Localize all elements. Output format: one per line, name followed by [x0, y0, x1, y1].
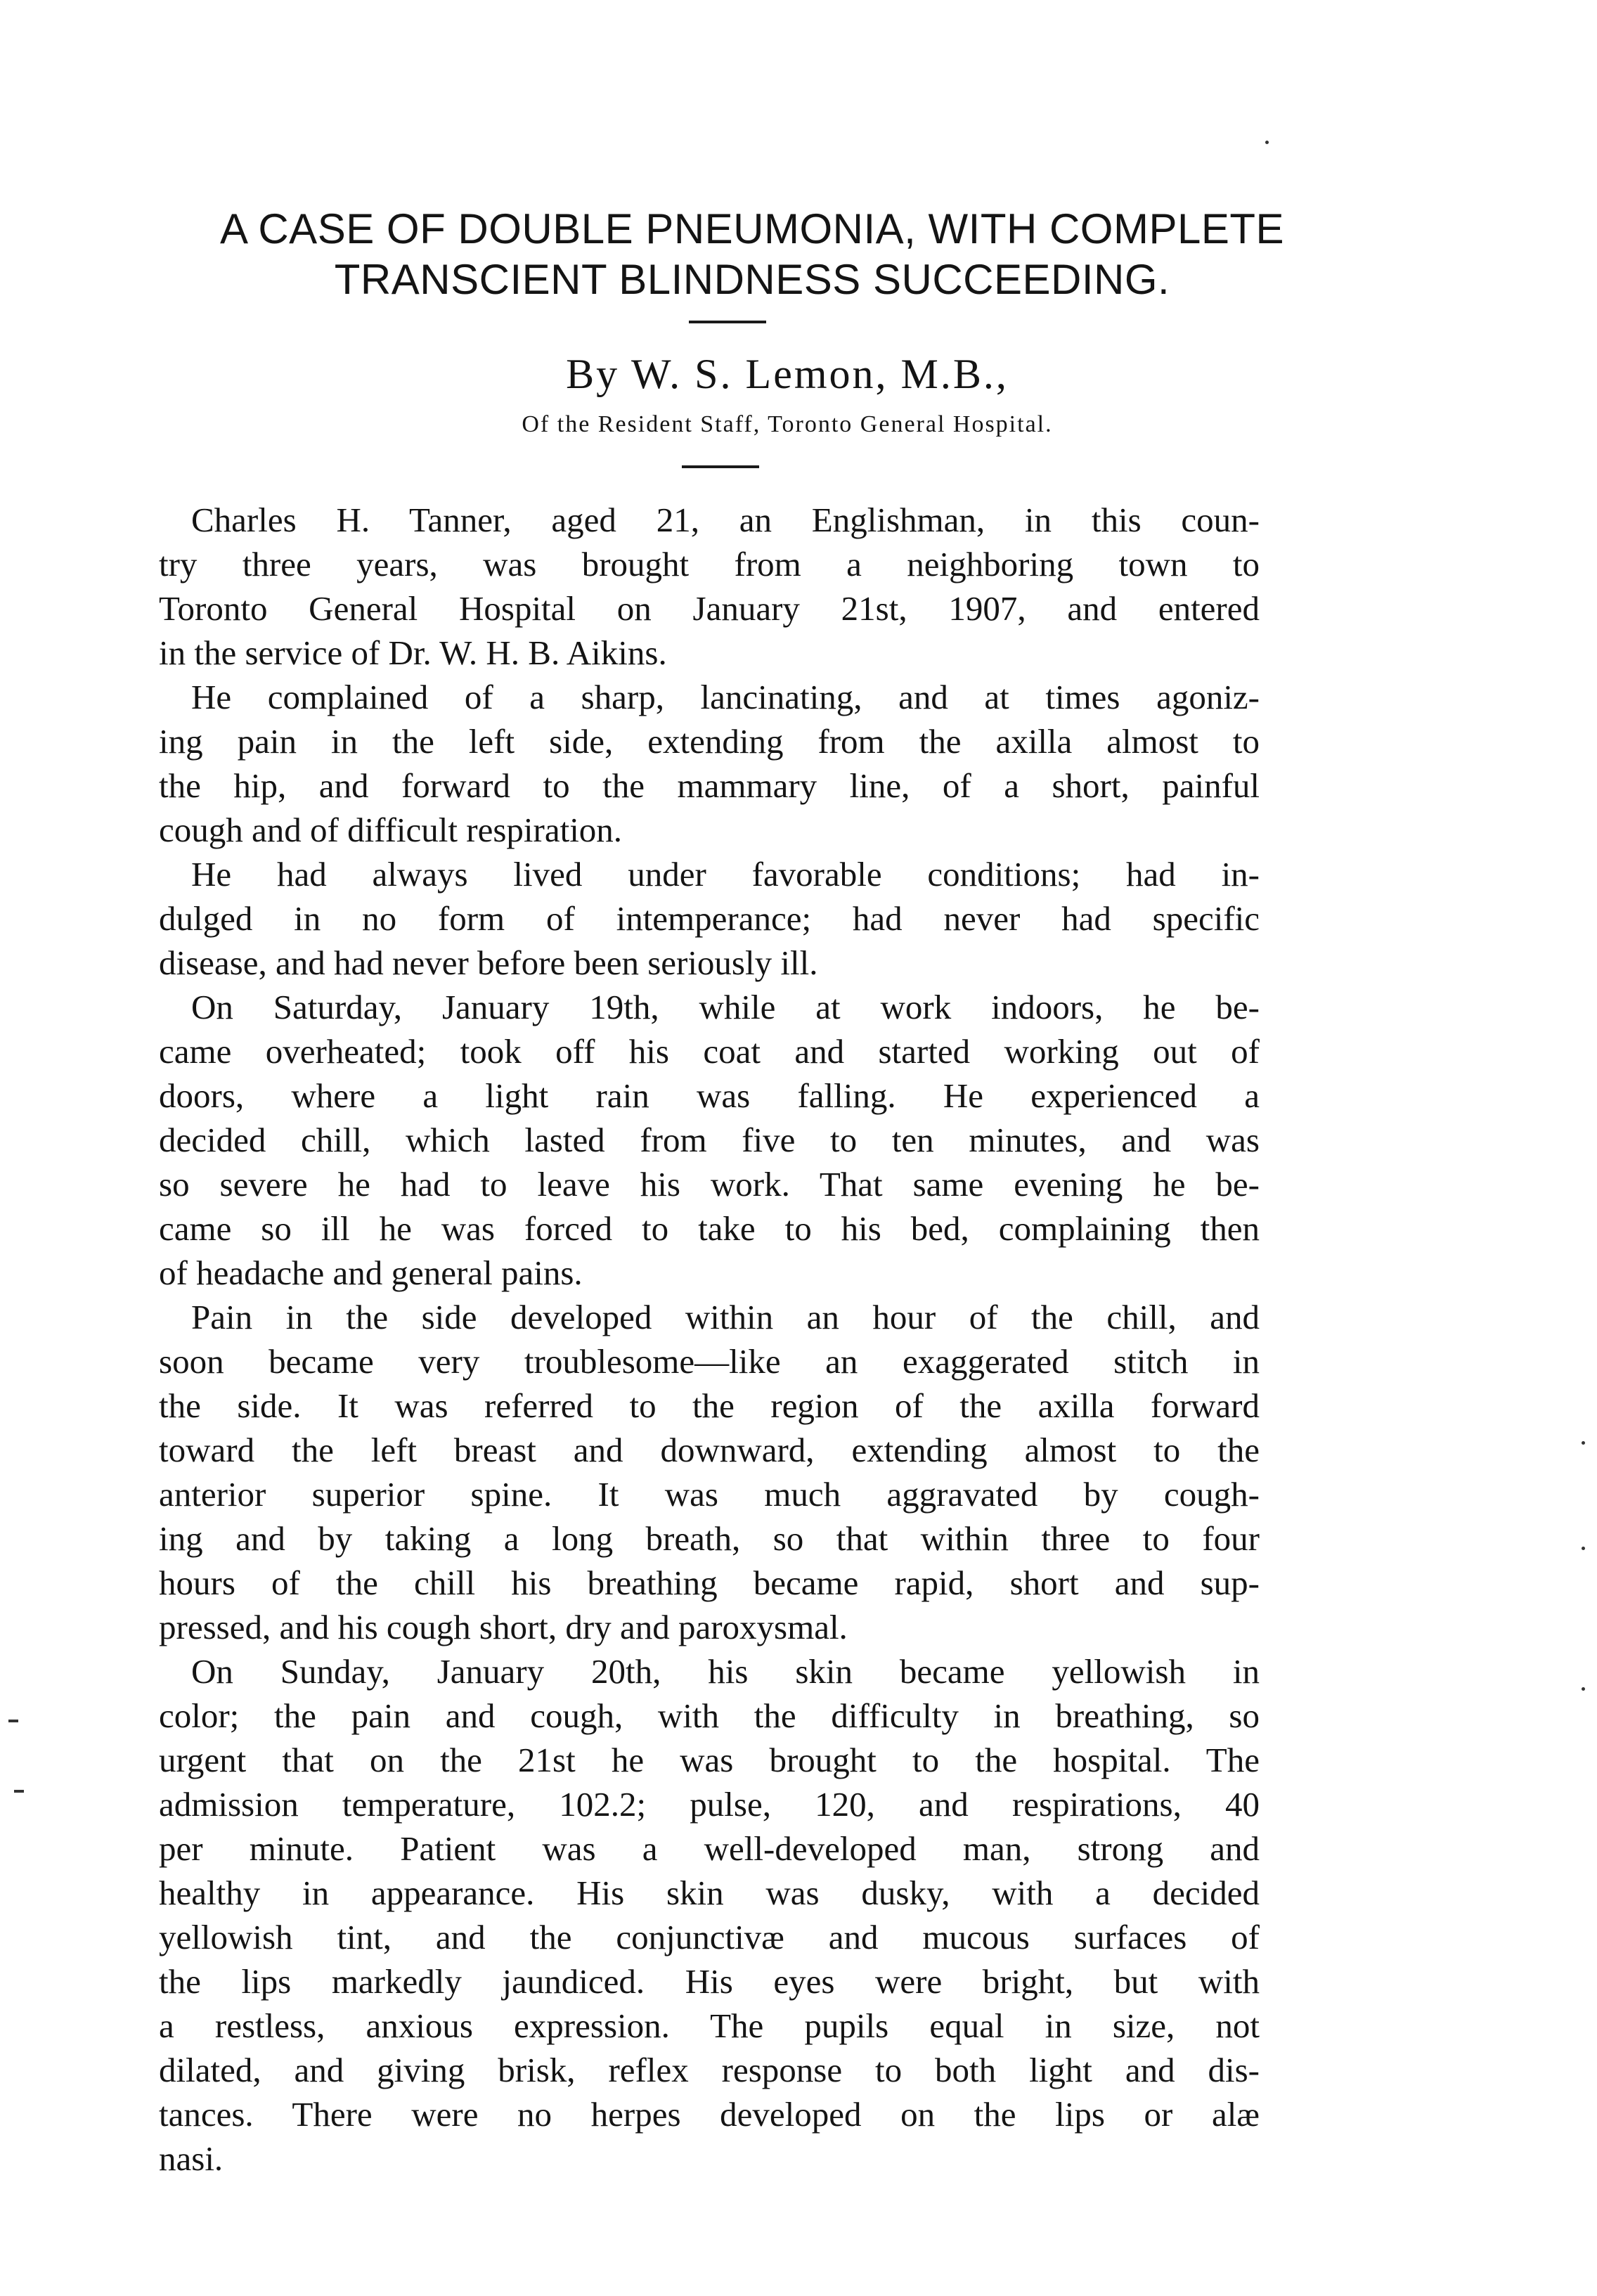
body-line: the side. It was referred to the region of the axilla forward	[159, 1386, 1260, 1425]
margin-mark	[14, 1790, 24, 1793]
body-line: He complained of a sharp, lancinating, and at times agoniz-	[191, 678, 1260, 716]
body-line: toward the left breast and downward, extending almost to the	[159, 1431, 1260, 1469]
body-line: healthy in appearance. His skin was dusky, with a decided	[159, 1873, 1260, 1912]
body-line: the lips markedly jaundiced. His eyes were bright, but with	[159, 1962, 1260, 2001]
body-line: the hip, and forward to the mammary line, of a short, painful	[159, 766, 1260, 805]
body-line: urgent that on the 21st he was brought to the hospital. The	[159, 1741, 1260, 1779]
body-line: pressed, and his cough short, dry and paroxysmal.	[159, 1608, 848, 1646]
body-line: ing and by taking a long breath, so that within three to four	[159, 1519, 1260, 1558]
body-line: Pain in the side developed within an hour of the chill, and	[191, 1298, 1260, 1336]
byline-divider	[682, 465, 759, 468]
body-line: dulged in no form of intemperance; had never had specific	[159, 899, 1260, 938]
body-line: of headache and general pains.	[159, 1253, 583, 1292]
body-line: nasi.	[159, 2139, 224, 2178]
page-speck	[1265, 141, 1269, 144]
page-speck	[1582, 1547, 1585, 1550]
body-line: On Saturday, January 19th, while at work indoors, he be-	[191, 988, 1260, 1026]
page-speck	[1582, 1687, 1585, 1691]
body-line: ing pain in the left side, extending from the axilla almost to	[159, 722, 1260, 761]
body-line: came so ill he was forced to take to his bed, complaining then	[159, 1209, 1260, 1248]
margin-mark	[8, 1720, 18, 1722]
body-line: a restless, anxious expression. The pupils equal in size, not	[159, 2006, 1260, 2045]
body-line: cough and of difficult respiration.	[159, 811, 623, 849]
title-divider	[689, 321, 766, 323]
body-line: soon became very troublesome—like an exaggerated stitch in	[159, 1342, 1260, 1381]
article-title-line-2: TRANSCIENT BLINDNESS SUCCEEDING.	[334, 256, 1170, 303]
body-line: doors, where a light rain was falling. He experienced a	[159, 1076, 1260, 1115]
body-line: Charles H. Tanner, aged 21, an Englishman, in this coun-	[191, 501, 1260, 539]
body-line: so severe he had to leave his work. That same evening he be-	[159, 1165, 1260, 1204]
body-line: yellowish tint, and the conjunctivæ and mucous surfaces of	[159, 1918, 1260, 1956]
page-speck	[1582, 1441, 1585, 1445]
body-line: disease, and had never before been seriously ill.	[159, 943, 818, 982]
body-line: color; the pain and cough, with the difficulty in breathing, so	[159, 1696, 1260, 1735]
author-affiliation: Of the Resident Staff, Toronto General Hospital.	[522, 411, 1053, 437]
article-body	[159, 498, 1260, 2181]
body-line: in the service of Dr. W. H. B. Aikins.	[159, 633, 667, 672]
body-line: admission temperature, 102.2; pulse, 120, and respirations, 40	[159, 1785, 1260, 1824]
body-line: dilated, and giving brisk, reflex response to both light and dis-	[159, 2051, 1260, 2089]
body-line: came overheated; took off his coat and started working out of	[159, 1032, 1260, 1071]
body-line: Toronto General Hospital on January 21st, 1907, and entered	[159, 589, 1260, 628]
body-line: decided chill, which lasted from five to ten minutes, and was	[159, 1121, 1260, 1159]
body-line: try three years, was brought from a neighboring town to	[159, 545, 1260, 583]
article-title-line-1: A CASE OF DOUBLE PNEUMONIA, WITH COMPLETE	[219, 205, 1285, 252]
author-byline: By W. S. Lemon, M.B.,	[566, 351, 1009, 397]
body-line: hours of the chill his breathing became rapid, short and sup-	[159, 1563, 1260, 1602]
body-line: anterior superior spine. It was much aggravated by cough-	[159, 1475, 1260, 1514]
body-line: He had always lived under favorable conditions; had in-	[191, 855, 1260, 894]
body-line: per minute. Patient was a well-developed man, strong and	[159, 1829, 1260, 1868]
body-line: tances. There were no herpes developed on the lips or alæ	[159, 2095, 1260, 2134]
body-line: On Sunday, January 20th, his skin became yellowish in	[191, 1652, 1260, 1691]
